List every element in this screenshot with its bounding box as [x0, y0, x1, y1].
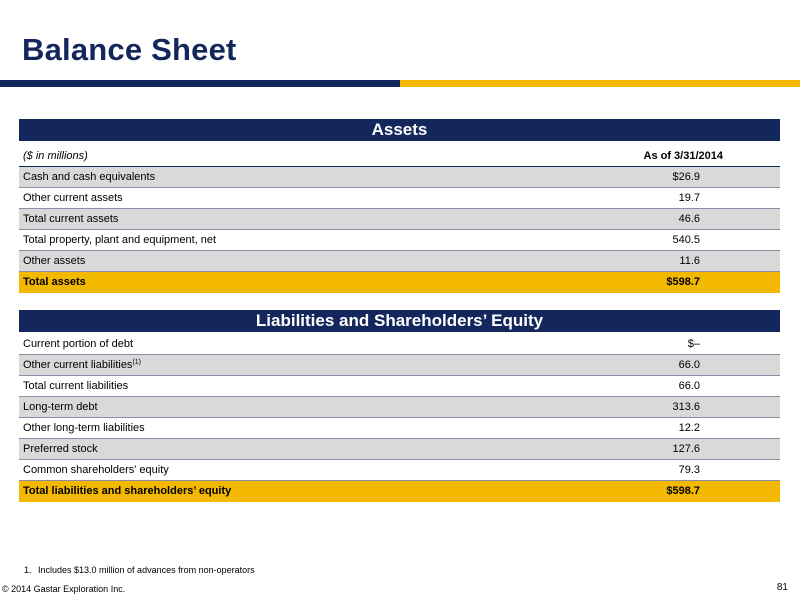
row-value: $598.7: [666, 276, 700, 288]
table-row: [19, 397, 780, 418]
footnote: [24, 565, 255, 575]
title-rule-navy: [0, 80, 400, 87]
assets-table: [19, 146, 780, 293]
row-label: [23, 355, 141, 376]
row-label: Total property, plant and equipment, net: [23, 234, 217, 246]
units-label: ($ in millions): [23, 150, 88, 162]
total-assets-row: [19, 272, 780, 293]
table-row: [19, 188, 780, 209]
table-row: [19, 460, 780, 481]
row-label: Long-term debt: [23, 401, 98, 413]
total-liabilities-row: [19, 481, 780, 502]
copyright: © 2014 Gastar Exploration Inc.: [2, 584, 126, 594]
table-row: [19, 334, 780, 355]
page-number: 81: [776, 582, 788, 593]
date-column-header: As of 3/31/2014: [643, 150, 723, 162]
title-rule-gold: [400, 80, 800, 87]
row-label: Total current assets: [23, 213, 119, 225]
row-label: Cash and cash equivalents: [23, 171, 156, 183]
table-row: [19, 439, 780, 460]
table-row: [19, 355, 780, 376]
row-value: 66.0: [678, 380, 700, 392]
row-label: Total assets: [23, 276, 86, 288]
row-label: Total liabilities and shareholders’ equity: [23, 485, 232, 497]
table-row: [19, 230, 780, 251]
row-value: $598.7: [666, 485, 700, 497]
row-value: 11.6: [679, 255, 700, 267]
assets-section-header: Assets: [19, 119, 780, 141]
row-value: 540.5: [672, 234, 700, 246]
row-value: $–: [687, 338, 700, 350]
table-row: [19, 251, 780, 272]
assets-column-header-row: [19, 146, 780, 167]
row-value: 12.2: [678, 422, 700, 434]
footnote-marker: (1): [132, 359, 141, 366]
row-label: Other current assets: [23, 192, 123, 204]
row-label: Current portion of debt: [23, 338, 134, 350]
row-value: 127.6: [672, 443, 700, 455]
footnote-text: Includes $13.0 million of advances from non-operators: [38, 565, 255, 575]
row-value: 46.6: [678, 213, 700, 225]
table-row: [19, 418, 780, 439]
page-title: Balance Sheet: [22, 32, 237, 67]
row-label: Total current liabilities: [23, 380, 129, 392]
row-value: 313.6: [672, 401, 700, 413]
row-value: 66.0: [678, 359, 700, 371]
row-label: Common shareholders' equity: [23, 464, 169, 476]
liabilities-table: [19, 334, 780, 502]
row-label: Other long-term liabilities: [23, 422, 145, 434]
row-label: Preferred stock: [23, 443, 98, 455]
table-row: [19, 167, 780, 188]
row-label: Other assets: [23, 255, 86, 267]
row-value: $26.9: [672, 171, 700, 183]
footnote-number: 1.: [24, 565, 32, 575]
table-row: [19, 376, 780, 397]
table-row: [19, 209, 780, 230]
row-value: 19.7: [678, 192, 700, 204]
row-value: 79.3: [678, 464, 700, 476]
row-label-text: Other current liabilities: [23, 359, 133, 371]
liabilities-section-header: Liabilities and Shareholders’ Equity: [19, 310, 780, 332]
